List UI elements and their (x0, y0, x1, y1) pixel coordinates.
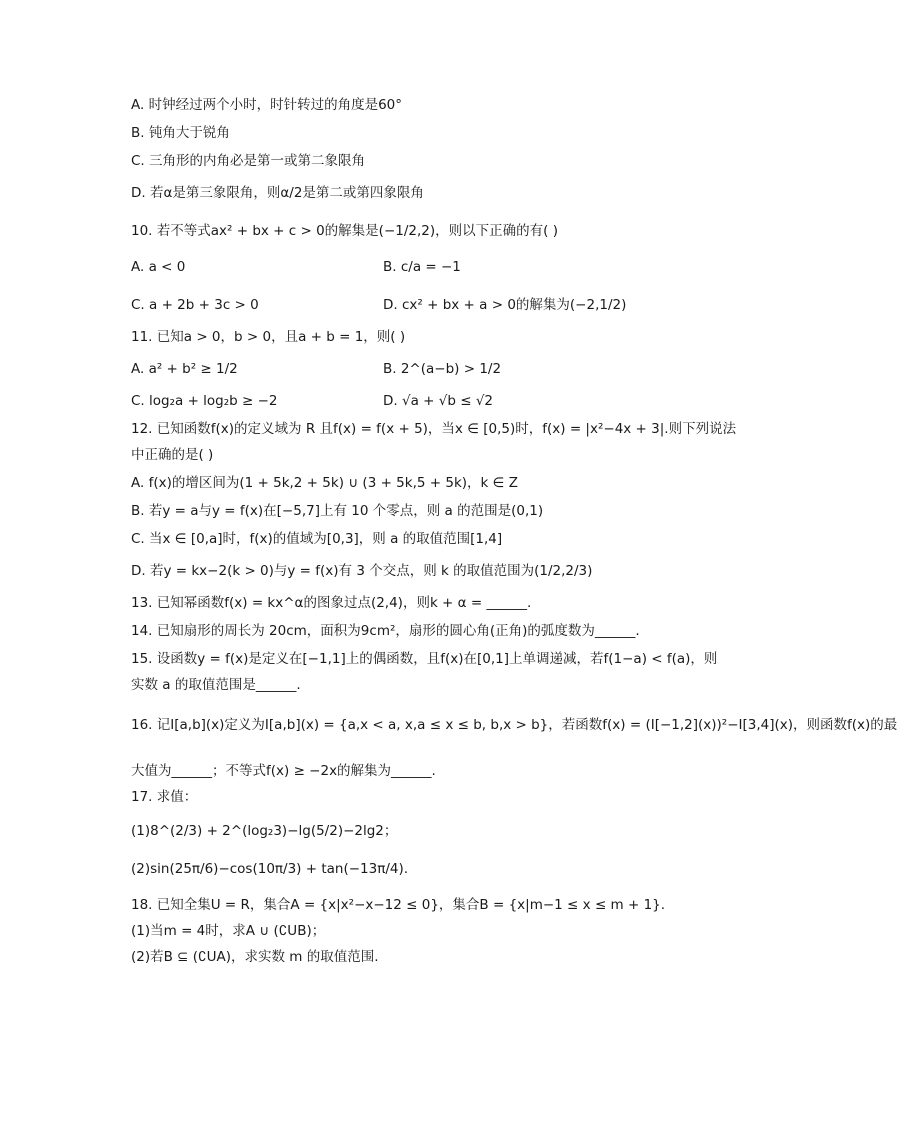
q12-option-d: D. 若y = kx−2(k > 0)与y = f(x)有 3 个交点，则 k 的取值范围为(1/2,2/3) (131, 563, 593, 579)
q9-option-d: D. 若α是第三象限角，则α/2是第二或第四象限角 (131, 185, 424, 201)
q11-option-b: B. 2^(a−b) > 1/2 (383, 361, 502, 377)
q10-option-b: B. c/a = −1 (383, 259, 461, 275)
q11-option-c: C. log₂a + log₂b ≥ −2 (131, 393, 278, 409)
q18-stem: 18. 已知全集U = R，集合A = {x|x²−x−12 ≤ 0}，集合B = {x|m−1 ≤ x ≤ m + 1}. (131, 897, 666, 913)
q17-part2: (2)sin(25π/6)−cos(10π/3) + tan(−13π/4). (131, 861, 409, 877)
q16-line1: 16. 记I[a,b](x)定义为I[a,b](x) = {a,x < a, x,a ≤ x ≤ b, b,x > b}，若函数f(x) = (I[−1,2](x))²−I[3,4](x)，则函数f(x)的最 (131, 717, 897, 733)
q15-line2: 实数 a 的取值范围是______. (131, 677, 301, 693)
q18-part2: (2)若B ⊆ (∁UA)，求实数 m 的取值范围. (131, 949, 379, 965)
q11-option-d: D. √a + √b ≤ √2 (383, 393, 494, 409)
q11-stem: 11. 已知a > 0，b > 0，且a + b = 1，则( ) (131, 329, 406, 345)
q17-part1: (1)8^(2/3) + 2^(log₂3)−lg(5/2)−2lg2； (131, 823, 398, 839)
q9-option-c: C. 三角形的内角必是第一或第二象限角 (131, 153, 366, 169)
q13: 13. 已知幂函数f(x) = kx^α的图象过点(2,4)，则k + α = ______. (131, 595, 532, 611)
q11-option-a: A. a² + b² ≥ 1/2 (131, 361, 238, 377)
q17-stem: 17. 求值： (131, 789, 198, 805)
q12-stem-line2: 中正确的是( ) (131, 447, 214, 463)
q10-stem: 10. 若不等式ax² + bx + c > 0的解集是(−1/2,2)，则以下正确的有( ) (131, 223, 558, 239)
q18-part1: (1)当m = 4时，求A ∪ (∁UB)； (131, 923, 326, 939)
q12-option-a: A. f(x)的增区间为(1 + 5k,2 + 5k) ∪ (3 + 5k,5 + 5k)，k ∈ Z (131, 475, 518, 491)
q16-line2: 大值为______；不等式f(x) ≥ −2x的解集为______. (131, 763, 436, 779)
q10-option-d: D. cx² + bx + a > 0的解集为(−2,1/2) (383, 297, 627, 313)
q15-line1: 15. 设函数y = f(x)是定义在[−1,1]上的偶函数，且f(x)在[0,1]上单调递减，若f(1−a) < f(a)，则 (131, 651, 718, 667)
q9-option-b: B. 钝角大于锐角 (131, 125, 230, 141)
q14: 14. 已知扇形的周长为 20cm，面积为9cm²，扇形的圆心角(正角)的弧度数为______. (131, 623, 640, 639)
q10-option-a: A. a < 0 (131, 259, 186, 275)
q12-stem-line1: 12. 已知函数f(x)的定义域为 R 且f(x) = f(x + 5)，当x ∈ [0,5)时，f(x) = |x²−4x + 3|.则下列说法 (131, 421, 737, 437)
q9-option-a: A. 时钟经过两个小时，时针转过的角度是60° (131, 97, 403, 113)
q12-option-b: B. 若y = a与y = f(x)在[−5,7]上有 10 个零点，则 a 的范围是(0,1) (131, 503, 544, 519)
q10-option-c: C. a + 2b + 3c > 0 (131, 297, 259, 313)
q12-option-c: C. 当x ∈ [0,a]时，f(x)的值域为[0,3]，则 a 的取值范围[1,4] (131, 531, 503, 547)
